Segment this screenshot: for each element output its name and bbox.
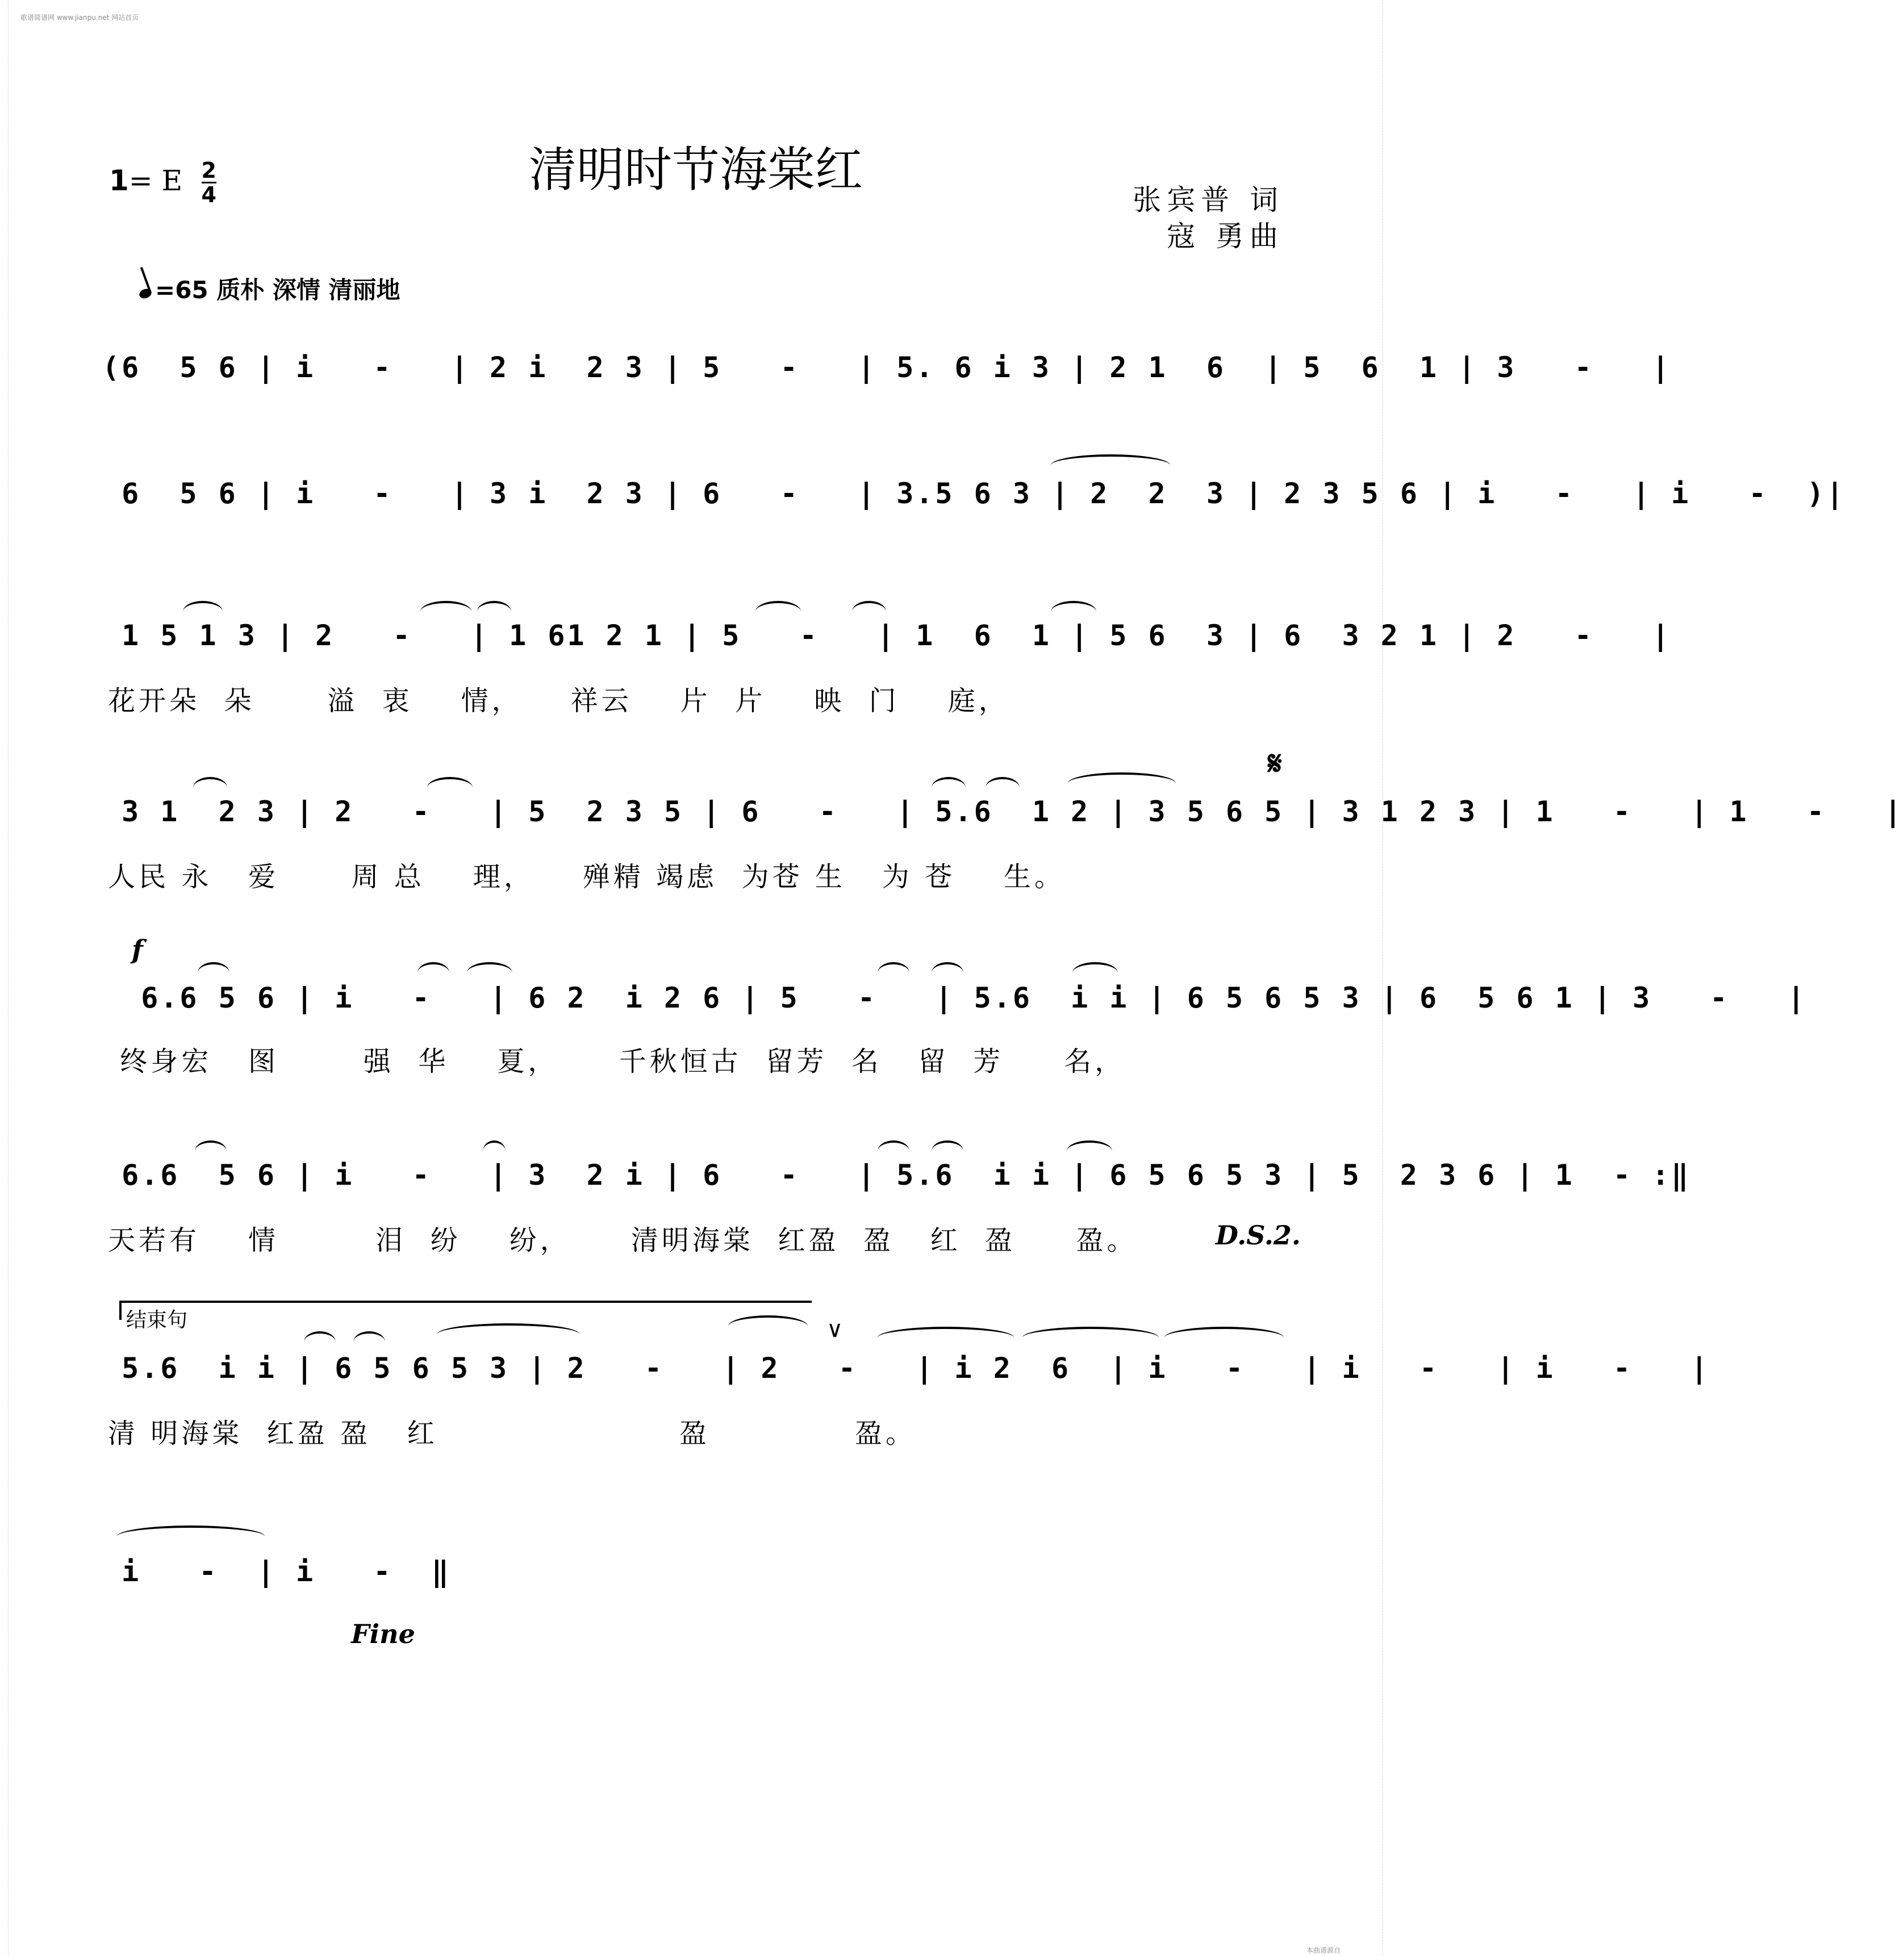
slur-arc	[467, 962, 512, 984]
tie-arc	[878, 1327, 1014, 1348]
system-6-notes: 6.6 5 6 | i - | 3 2 i | 6 - | 5.6 i i | 6 5 6 5 3 | 5 2 3 6 | 1 - :‖	[102, 1159, 1691, 1192]
system-4-lyrics: 人民 永 爱 周 总 理， 殚精 竭虑 为苍 生 为 苍 生。	[108, 861, 1065, 893]
slur-arc	[852, 601, 886, 622]
key-signature	[109, 159, 216, 206]
dynamic-forte: f	[132, 934, 143, 965]
right-margin-watermark	[1383, 0, 1391, 1956]
segno-sign: 𝄋	[1268, 744, 1282, 783]
tie-arc	[117, 1525, 265, 1547]
system-7-lyrics: 清 明海棠 红盈 盈 红 盈 盈。	[108, 1418, 917, 1449]
system-5-lyrics: 终身宏 图 强 华 夏， 千秋恒古 留芳 名 留 芳 名，	[108, 1046, 1126, 1077]
fine-mark: Fine	[351, 1619, 415, 1649]
slur-arc	[1072, 962, 1118, 984]
coda-bracket	[119, 1301, 812, 1320]
slur-arc	[1067, 1140, 1112, 1162]
system-4-notes: 3 1 2 3 | 2 - | 5 2 3 5 | 6 - | 5.6 1 2 | 3 5 6 5 | 3 1 2 3 | 1 - | 1 - |	[102, 795, 1904, 828]
system-8-notes: i - | i - ‖	[102, 1555, 451, 1588]
system-6-lyrics: 天若有 情 泪 纷 纷， 清明海棠 红盈 盈 红 盈 盈。	[108, 1224, 1138, 1256]
slur-arc	[986, 777, 1020, 799]
tie-arc	[1051, 454, 1170, 476]
system-3-notes: 1 5 1 3 | 2 - | 1 61 2 1 | 5 - | 1 6 1 | 5 6 3 | 6 3 2 1 | 2 - |	[102, 619, 1672, 652]
slur-arc	[932, 777, 966, 799]
slur-arc	[420, 601, 471, 622]
slur-arc	[193, 777, 227, 799]
song-title: 清明时节海棠红	[528, 142, 863, 198]
slur-arc	[195, 1140, 227, 1162]
system-5-notes: 6.6 5 6 | i - | 6 2 i 2 6 | 5 - | 5.6 i i | 6 5 6 5 3 | 6 5 6 1 | 3 - |	[102, 981, 1807, 1014]
composer: 寇 勇曲	[1167, 220, 1284, 253]
slur-arc	[755, 601, 801, 622]
tie-arc	[1068, 772, 1176, 794]
tempo-text: =65 质朴 深情 清丽地	[155, 276, 400, 304]
slur-arc	[198, 962, 229, 984]
slur-arc	[1051, 601, 1096, 622]
time-numerator: 2	[201, 158, 216, 183]
time-signature	[202, 159, 216, 206]
slur-arc	[353, 1331, 385, 1353]
slur-arc	[932, 1140, 963, 1162]
slur-arc	[417, 962, 449, 984]
left-margin-watermark	[0, 0, 9, 1956]
coda-label: 结束句	[126, 1309, 188, 1332]
slur-arc	[932, 962, 963, 984]
lyricist: 张宾普 词	[1133, 183, 1284, 216]
system-3-lyrics: 花开朵 朵 溢 衷 情， 祥云 片 片 映 门 庭，	[108, 685, 1009, 717]
slur-arc	[183, 601, 223, 622]
slur-arc	[304, 1331, 336, 1353]
slur-arc	[878, 962, 909, 984]
slur-arc	[878, 1140, 909, 1162]
system-7-notes: 5.6 i i | 6 5 6 5 3 | 2 - | 2 - | i 2 6 | i - | i - | i - |	[102, 1352, 1710, 1385]
quarter-note-icon	[138, 287, 153, 300]
tie-arc	[1022, 1327, 1159, 1348]
system-2-notes: 6 5 6 | i - | 3 i 2 3 | 6 - | 3.5 6 3 | 2 2 3 | 2 3 5 6 | i - | i - )|	[102, 477, 1846, 510]
slur-arc	[427, 777, 473, 799]
slur-arc	[477, 601, 511, 622]
system-1-notes: (6 5 6 | i - | 2 i 2 3 | 5 - | 5. 6 i 3 | 2 1 6 | 5 6 1 | 3 - |	[102, 351, 1672, 384]
dal-segno-mark: D.S.2.	[1216, 1220, 1301, 1251]
key-label: 1	[109, 164, 129, 197]
key-eq: = E	[128, 164, 183, 197]
tie-arc	[1164, 1327, 1284, 1348]
breath-mark: ∨	[826, 1316, 844, 1343]
time-denominator: 4	[201, 182, 216, 207]
tempo-marking	[139, 271, 400, 306]
site-footer-text: 本曲谱源自	[1306, 1946, 1341, 1954]
site-header-text: 歌谱简谱网 www.jianpu.net 网站首页	[20, 14, 139, 22]
tie-arc	[437, 1323, 579, 1345]
slur-arc	[483, 1140, 506, 1162]
slur-arc	[728, 1315, 808, 1337]
